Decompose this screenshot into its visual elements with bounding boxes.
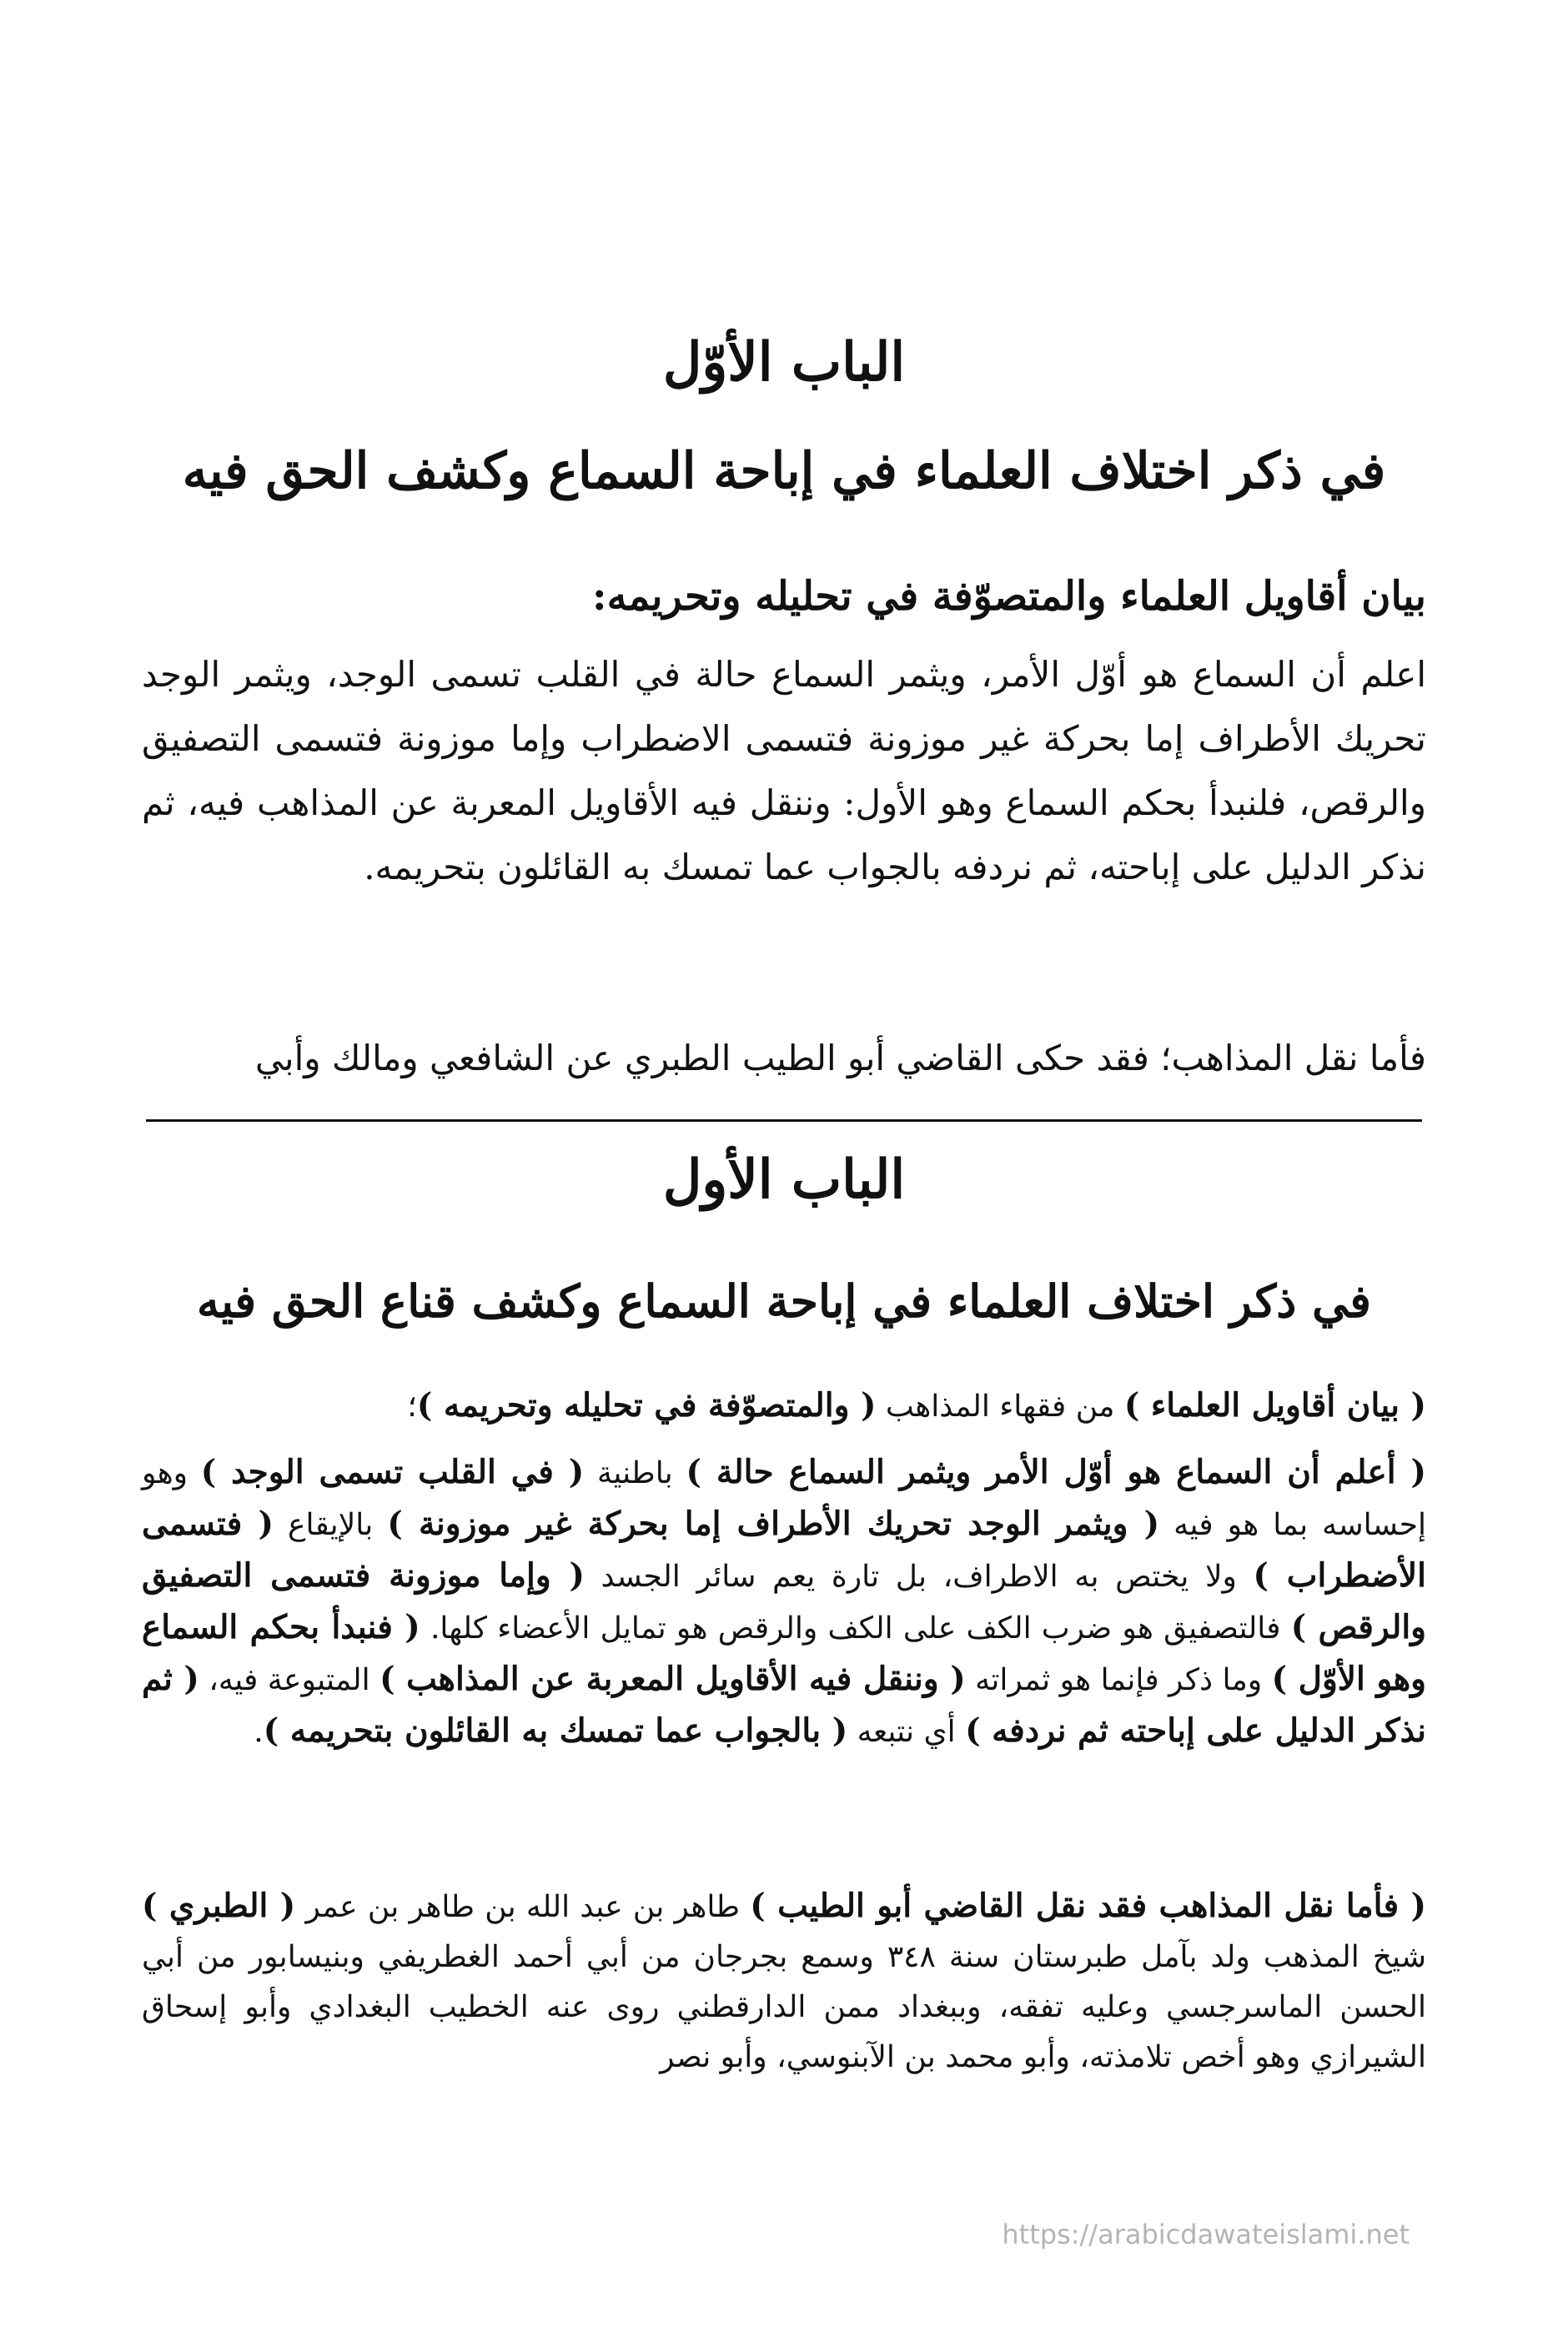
commentary-run: وهو إحساسه بما هو فيه <box>142 1456 1426 1542</box>
quoted-matn-run: ( وإما موزونة فتسمى التصفيق والرقص ) <box>142 1556 1427 1646</box>
commentary-run: فالتصفيق هو ضرب الكف على الكف والرقص هو تمايل الأعضاء كلها. <box>420 1611 1291 1646</box>
commentary-run: من فقهاء المذاهب <box>876 1390 1124 1424</box>
commentary-run: شيخ المذهب ولد بآمل طبرستان سنة ٣٤٨ وسمع بجرجان من أبي أحمد الغطريفي وبنيسابور من أبي الحسن الماسرجسي وعليه تفقه، وببغداد ممن الدارقطني روى عنه الخطيب البغدادي وأبو إسحاق الشيرازي وهو أخص تلامذته، وأبو محمد بن الآبنوسي، وأبو نصر <box>142 1940 1427 2074</box>
quoted-matn-run: ( بالجواب عما تمسك به القائلون بتحريمه ) <box>263 1711 848 1750</box>
chapter-title: الباب الأوّل <box>662 331 906 394</box>
quoted-matn-run: ( في القلب تسمى الوجد ) <box>200 1453 585 1491</box>
quoted-matn-run: ( والمتصوّفة في تحليله وتحريمه ) <box>416 1386 877 1425</box>
chapter-subtitle: في ذكر اختلاف العلماء في إباحة السماع وكشف الحق فيه <box>182 442 1386 500</box>
quoted-matn-run: ( ثم نذكر الدليل على إباحته ثم نردفه ) <box>142 1660 1426 1750</box>
watermark-url: https://arabicdawateislami.net <box>1002 2219 1410 2250</box>
commentary-paragraph-3 <box>142 1881 1426 2083</box>
commentary-subtitle: في ذكر اختلاف العلماء في إباحة السماع وكشف قناع الحق فيه <box>197 1274 1371 1328</box>
commentary-paragraph-2 <box>142 1447 1426 1757</box>
commentary-title: الباب الأول <box>662 1148 906 1211</box>
commentary-run: بالإيقاع <box>273 1508 388 1542</box>
commentary-run: ؛ <box>407 1390 417 1424</box>
quoted-matn-run: ( بيان أقاويل العلماء ) <box>1123 1386 1426 1425</box>
commentary-run: طاهر بن عبد الله بن طاهر بن عمر <box>295 1890 751 1924</box>
quoted-matn-run: ( وننقل فيه الأقاويل المعربة عن المذاهب ) <box>379 1660 966 1698</box>
quoted-matn-run: ( فنبدأ بحكم السماع وهو الأوّل ) <box>142 1608 1426 1698</box>
separator-line <box>146 1119 1422 1122</box>
quoted-matn-run: ( أعلم أن السماع هو أوّل الأمر ويثمر السماع حالة ) <box>686 1453 1426 1491</box>
commentary-paragraph-1 <box>142 1380 1426 1432</box>
commentary-run: وما ذكر فإنما هو ثمراته <box>965 1663 1272 1697</box>
commentary-run: باطنية <box>584 1456 686 1490</box>
commentary-run: أي نتبعه <box>847 1715 966 1749</box>
quoted-matn-run: ( الطبري ) <box>142 1887 296 1925</box>
quoted-matn-run: ( فأما نقل المذاهب فقد نقل القاضي أبو الطيب ) <box>750 1887 1426 1925</box>
quoted-matn-run: ( فتسمى الأضطراب ) <box>142 1505 1426 1595</box>
commentary-run: المتبوعة فيه، <box>199 1663 380 1697</box>
quoted-matn-run: ( ويثمر الوجد تحريك الأطراف إما بحركة غير موزونة ) <box>387 1505 1160 1543</box>
commentary-run: . <box>254 1715 264 1749</box>
main-continuation: فأما نقل المذاهب؛ فقد حكى القاضي أبو الطيب الطبري عن الشافعي ومالك وأبي <box>254 1038 1426 1078</box>
commentary-run: ولا يختص به الاطراف، بل تارة يعم سائر الجسد <box>584 1560 1254 1594</box>
section-heading: بيان أقاويل العلماء والمتصوّفة في تحليله وتحريمه: <box>591 573 1426 620</box>
main-paragraph: اعلم أن السماع هو أوّل الأمر، ويثمر السماع حالة في القلب تسمى الوجد، ويثمر الوجد تحريك الأطراف إما بحركة غير موزونة فتسمى الاضطراب وإما موزونة فتسمى التصفيق والرقص، فلنبدأ بحكم السماع وهو الأول: وننقل فيه الأقاويل المعربة عن المذاهب فيه، ثم نذكر الدليل على إباحته، ثم نردفه بالجواب عما تمسك به القائلون بتحريمه. <box>142 654 1426 887</box>
